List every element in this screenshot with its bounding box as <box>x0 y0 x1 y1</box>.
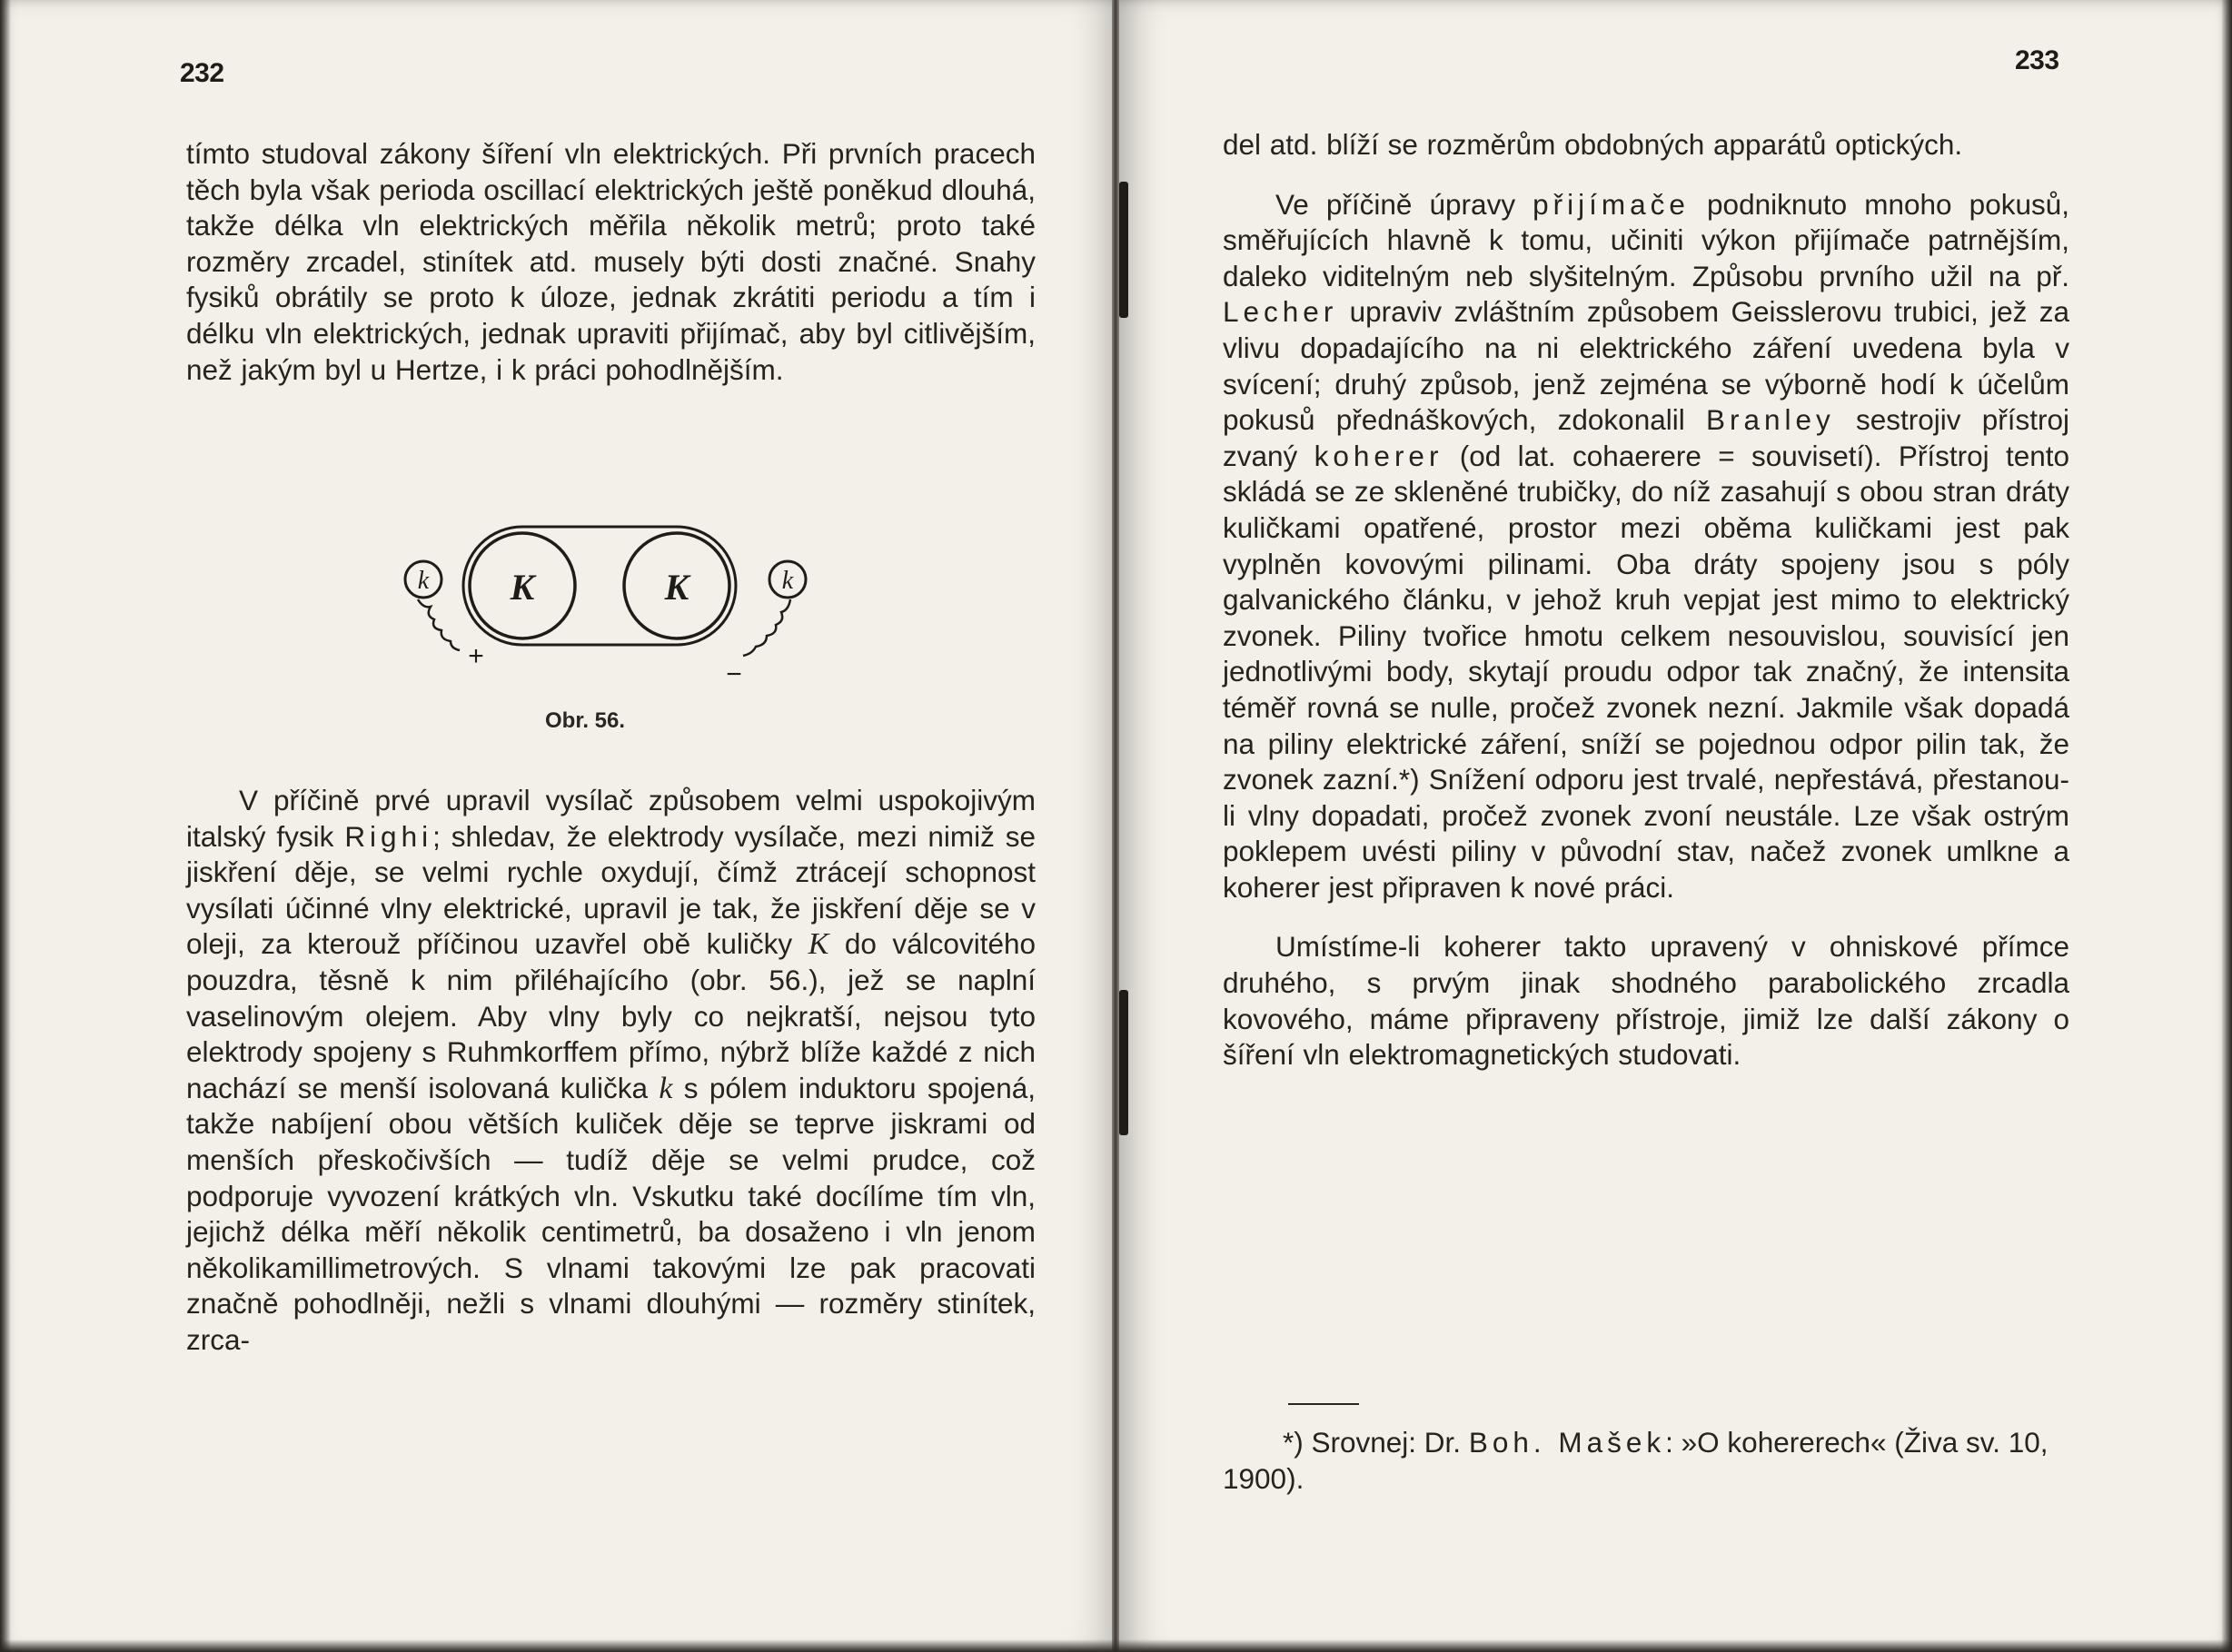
plus-pole-sign: + <box>468 641 484 671</box>
label-large-k-left: K <box>510 567 535 608</box>
label-small-k-left: k <box>417 567 430 595</box>
word-prijimace: přijímače <box>1533 187 1690 221</box>
right-paragraph-3: Umístíme-li koherer takto upravený v ohniskové přímce druhého, s prvým jinak shodného parabolického zrcadla kovového, máme připraveny přístroje, jimiž lze další zákony o šíření vln elektromagnetických studovati. <box>1223 930 2069 1072</box>
coil-wire-right <box>743 599 790 656</box>
footnote <box>1223 1424 2069 1497</box>
binding-clip-mark <box>1119 990 1128 1135</box>
book-gutter <box>1112 0 1119 1652</box>
scan-edge-left <box>0 0 11 1652</box>
text-run: : »O kohererech« (Živa sv. 10, 1900). <box>1223 1426 2048 1495</box>
figure-56-diagram <box>382 519 818 692</box>
label-small-k-right: k <box>781 567 794 595</box>
text-run: V příčině prvé upravil vysílač způsobem velmi uspokojivým italský fysik <box>186 784 1036 853</box>
figure-caption: Obr. 56. <box>545 708 626 733</box>
text-run: sestrojiv přístroj zvaný <box>1223 403 2069 472</box>
name-masek: Boh. Mašek <box>1468 1426 1666 1459</box>
right-text <box>1223 127 2069 1073</box>
name-righi: Righi <box>344 819 433 853</box>
scan-edge-right <box>2221 0 2232 1652</box>
coil-wire-left <box>418 599 460 650</box>
page-number-right: 233 <box>2015 45 2059 75</box>
text-run: *) Srovnej: Dr. <box>1283 1426 1469 1459</box>
scan-edge-bottom <box>0 1639 2232 1652</box>
left-text-top <box>186 136 1036 388</box>
page-number-left: 232 <box>180 58 224 88</box>
text-run: do válcovitého pouzdra, těsně k nim přiléhajícího (obr. 56.), jež se naplní vaselinovým olejem. Aby vlny byly co nejkratší, nejsou tyto elektrody spojeny s Ruhmkorffem přímo, nýbrž blíže každé z nich nachází se menší isolovaná kulička <box>186 927 1037 1104</box>
symbol-K: K <box>808 927 829 962</box>
symbol-k: k <box>659 1071 673 1105</box>
left-paragraph-1: tímto studoval zákony šíření vln elektrických. Při prvních pracech těch byla však perioda oscillací elektrických ještě poněkud dlouhá, takže délka vln elektrických měřila několik metrů; proto také rozměry zrcadel, stinítek atd. musely býti dosti značné. Snahy fysiků obrátily se proto k úloze, jednak zkrátiti periodu a tím i délku vln elektrických, jednak upraviti přijímač, aby byl citlivějším, než jakým byl u Hertze, i k práci pohodlnějším. <box>186 137 1036 386</box>
name-branley: Branley <box>1705 403 1835 437</box>
word-koherer: koherer <box>1314 439 1443 472</box>
text-run: (od lat. cohaerere = souvisetí). Přístroj tento skládá se ze skleněné trubičky, do níž zasahují s obou stran dráty kuličkami opatřené, prostor mezi oběma kuličkami jest pak vyplněn kovovými pilinami. Oba dráty spojeny jsou s póly galvanického článku, v jehož kruh vepjat jest mimo to elektrický zvonek. Piliny tvořice hmotu celkem nesouvislou, souvisící jen jednotlivými body, skytají proudu odpor tak značný, že intensita téměř rovná se nulle, pročež zvonek nezní. Jakmile však dopadá na piliny elektrické záření, sníží se pojednou odpor pilin tak, že zvonek zazní.*) Snížení odporu jest trvalé, nepřestává, přestanou-li vlny dopadati, pročež zvonek zvoní neustále. Lze však ostrým poklepem uvésti piliny v původní stav, načež zvonek umlkne a koherer jest připraven k nové práci. <box>1223 439 2069 904</box>
name-lecher: Lecher <box>1223 295 1338 329</box>
label-large-k-right: K <box>664 567 689 608</box>
left-text-bottom <box>186 783 1036 1359</box>
minus-pole-sign: − <box>726 659 742 689</box>
footnote-rule <box>1288 1403 1359 1405</box>
binding-clip-mark <box>1119 182 1128 318</box>
text-run: ; shledav, že elektrody vysílače, mezi nimiž se jiskření děje, se velmi rychle oxydují, čímž ztrácejí schopnost vysílati účinné vlny elektrické, upravil je tak, že jiskření děje se v oleji, za kterouž příčinou uzavřel obě kuličky <box>186 819 1036 961</box>
oil-capsule-outline <box>463 527 736 645</box>
right-page <box>1116 0 2232 1652</box>
right-paragraph-2 <box>1223 187 2069 906</box>
right-paragraph-1: del atd. blíží se rozměrům obdobných apparátů optických. <box>1223 128 1963 161</box>
left-paragraph-2 <box>186 783 1036 1359</box>
text-run: podniknuto mnoho pokusů, směřujících hlavně k tomu, učiniti výkon přijímače patrnějším, daleko viditelným neb slyšitelným. Způsobu prvního užil na př. <box>1223 187 2069 292</box>
text-run: upraviv zvláštním způsobem Geisslerovu trubici, jež za vlivu dopadajícího na ni elektrického záření uvedena byla v svícení; druhý způsob, jenž zejména se výborně hodí k účelům pokusů přednáškových, zdokonalil <box>1223 295 2069 437</box>
text-run: Ve příčině úpravy <box>1275 187 1533 221</box>
text-run: s pólem induktoru spojená, takže nabíjení obou větších kuliček děje se teprve jiskrami od menších přeskočivších — tudíž děje se velmi prudce, což podporuje vyvození krátkých vln. Vskutku také docílíme tím vln, jejichž délka měří několik centimetrů, ba dosaženo i vln jenom několikamillimetrových. S vlnami takovými lze pak pracovati značně pohodlněji, nežli s vlnami dlouhými — rozměry stinítek, zrca- <box>186 1071 1036 1356</box>
